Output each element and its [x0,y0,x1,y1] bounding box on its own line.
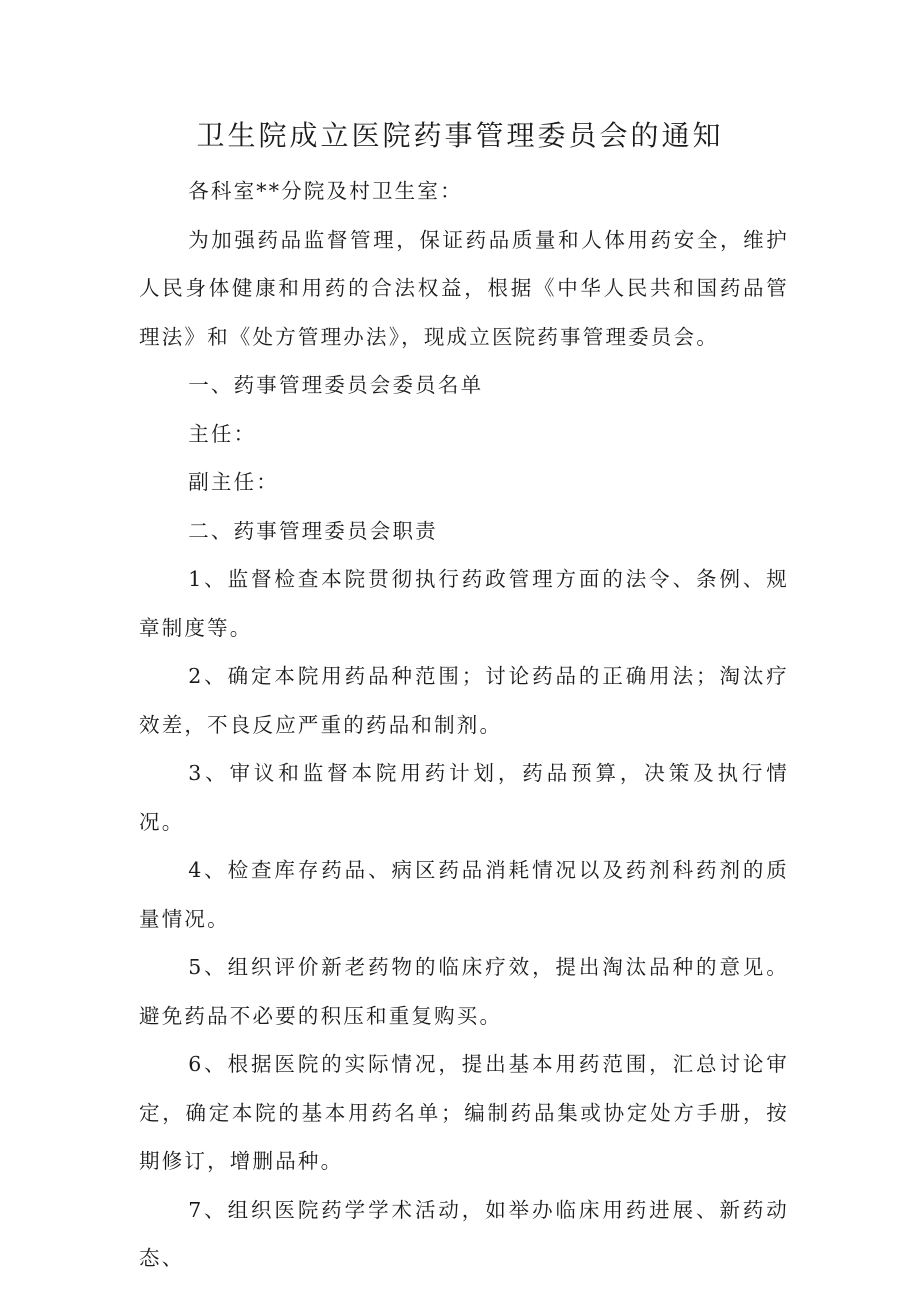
duty-item: 5、组织评价新老药物的临床疗效，提出淘汰品种的意见。避免药品不必要的积压和重复购买。 [139,955,789,1028]
section-heading-committee-members: 一、药事管理委员会委员名单 [188,373,484,397]
duty-item: 4、检查库存药品、病区药品消耗情况以及药剂科药剂的质量情况。 [139,858,789,931]
duty-item: 3、审议和监督本院用药计划，药品预算，决策及执行情况。 [139,761,789,834]
duty-item: 7、组织医院药学学术活动，如举办临床用药进展、新药动态、 [139,1197,789,1270]
document-title: 卫生院成立医院药事管理委员会的通知 [196,119,724,152]
document-body [139,167,789,1283]
director-line: 主任： [188,421,257,446]
deputy-director-line: 副主任： [188,470,279,494]
duty-item: 1、监督检查本院贯彻执行药政管理方面的法令、条例、规章制度等。 [139,567,789,640]
duty-item: 2、确定本院用药品种范围；讨论药品的正确用法；淘汰疗效差，不良反应严重的药品和制剂。 [139,664,789,737]
section-heading-committee-duties: 二、药事管理委员会职责 [188,518,438,543]
salutation: 各科室**分院及村卫生室： [188,179,463,203]
intro-paragraph: 为加强药品监督管理，保证药品质量和人体用药安全，维护人民身体健康和用药的合法权益，根据《中华人民共和国药品管理法》和《处方管理办法》，现成立医院药事管理委员会。 [139,227,789,349]
duty-item: 6、根据医院的实际情况，提出基本用药范围，汇总讨论审定，确定本院的基本用药名单；编制药品集或协定处方手册，按期修订，增删品种。 [139,1052,789,1173]
